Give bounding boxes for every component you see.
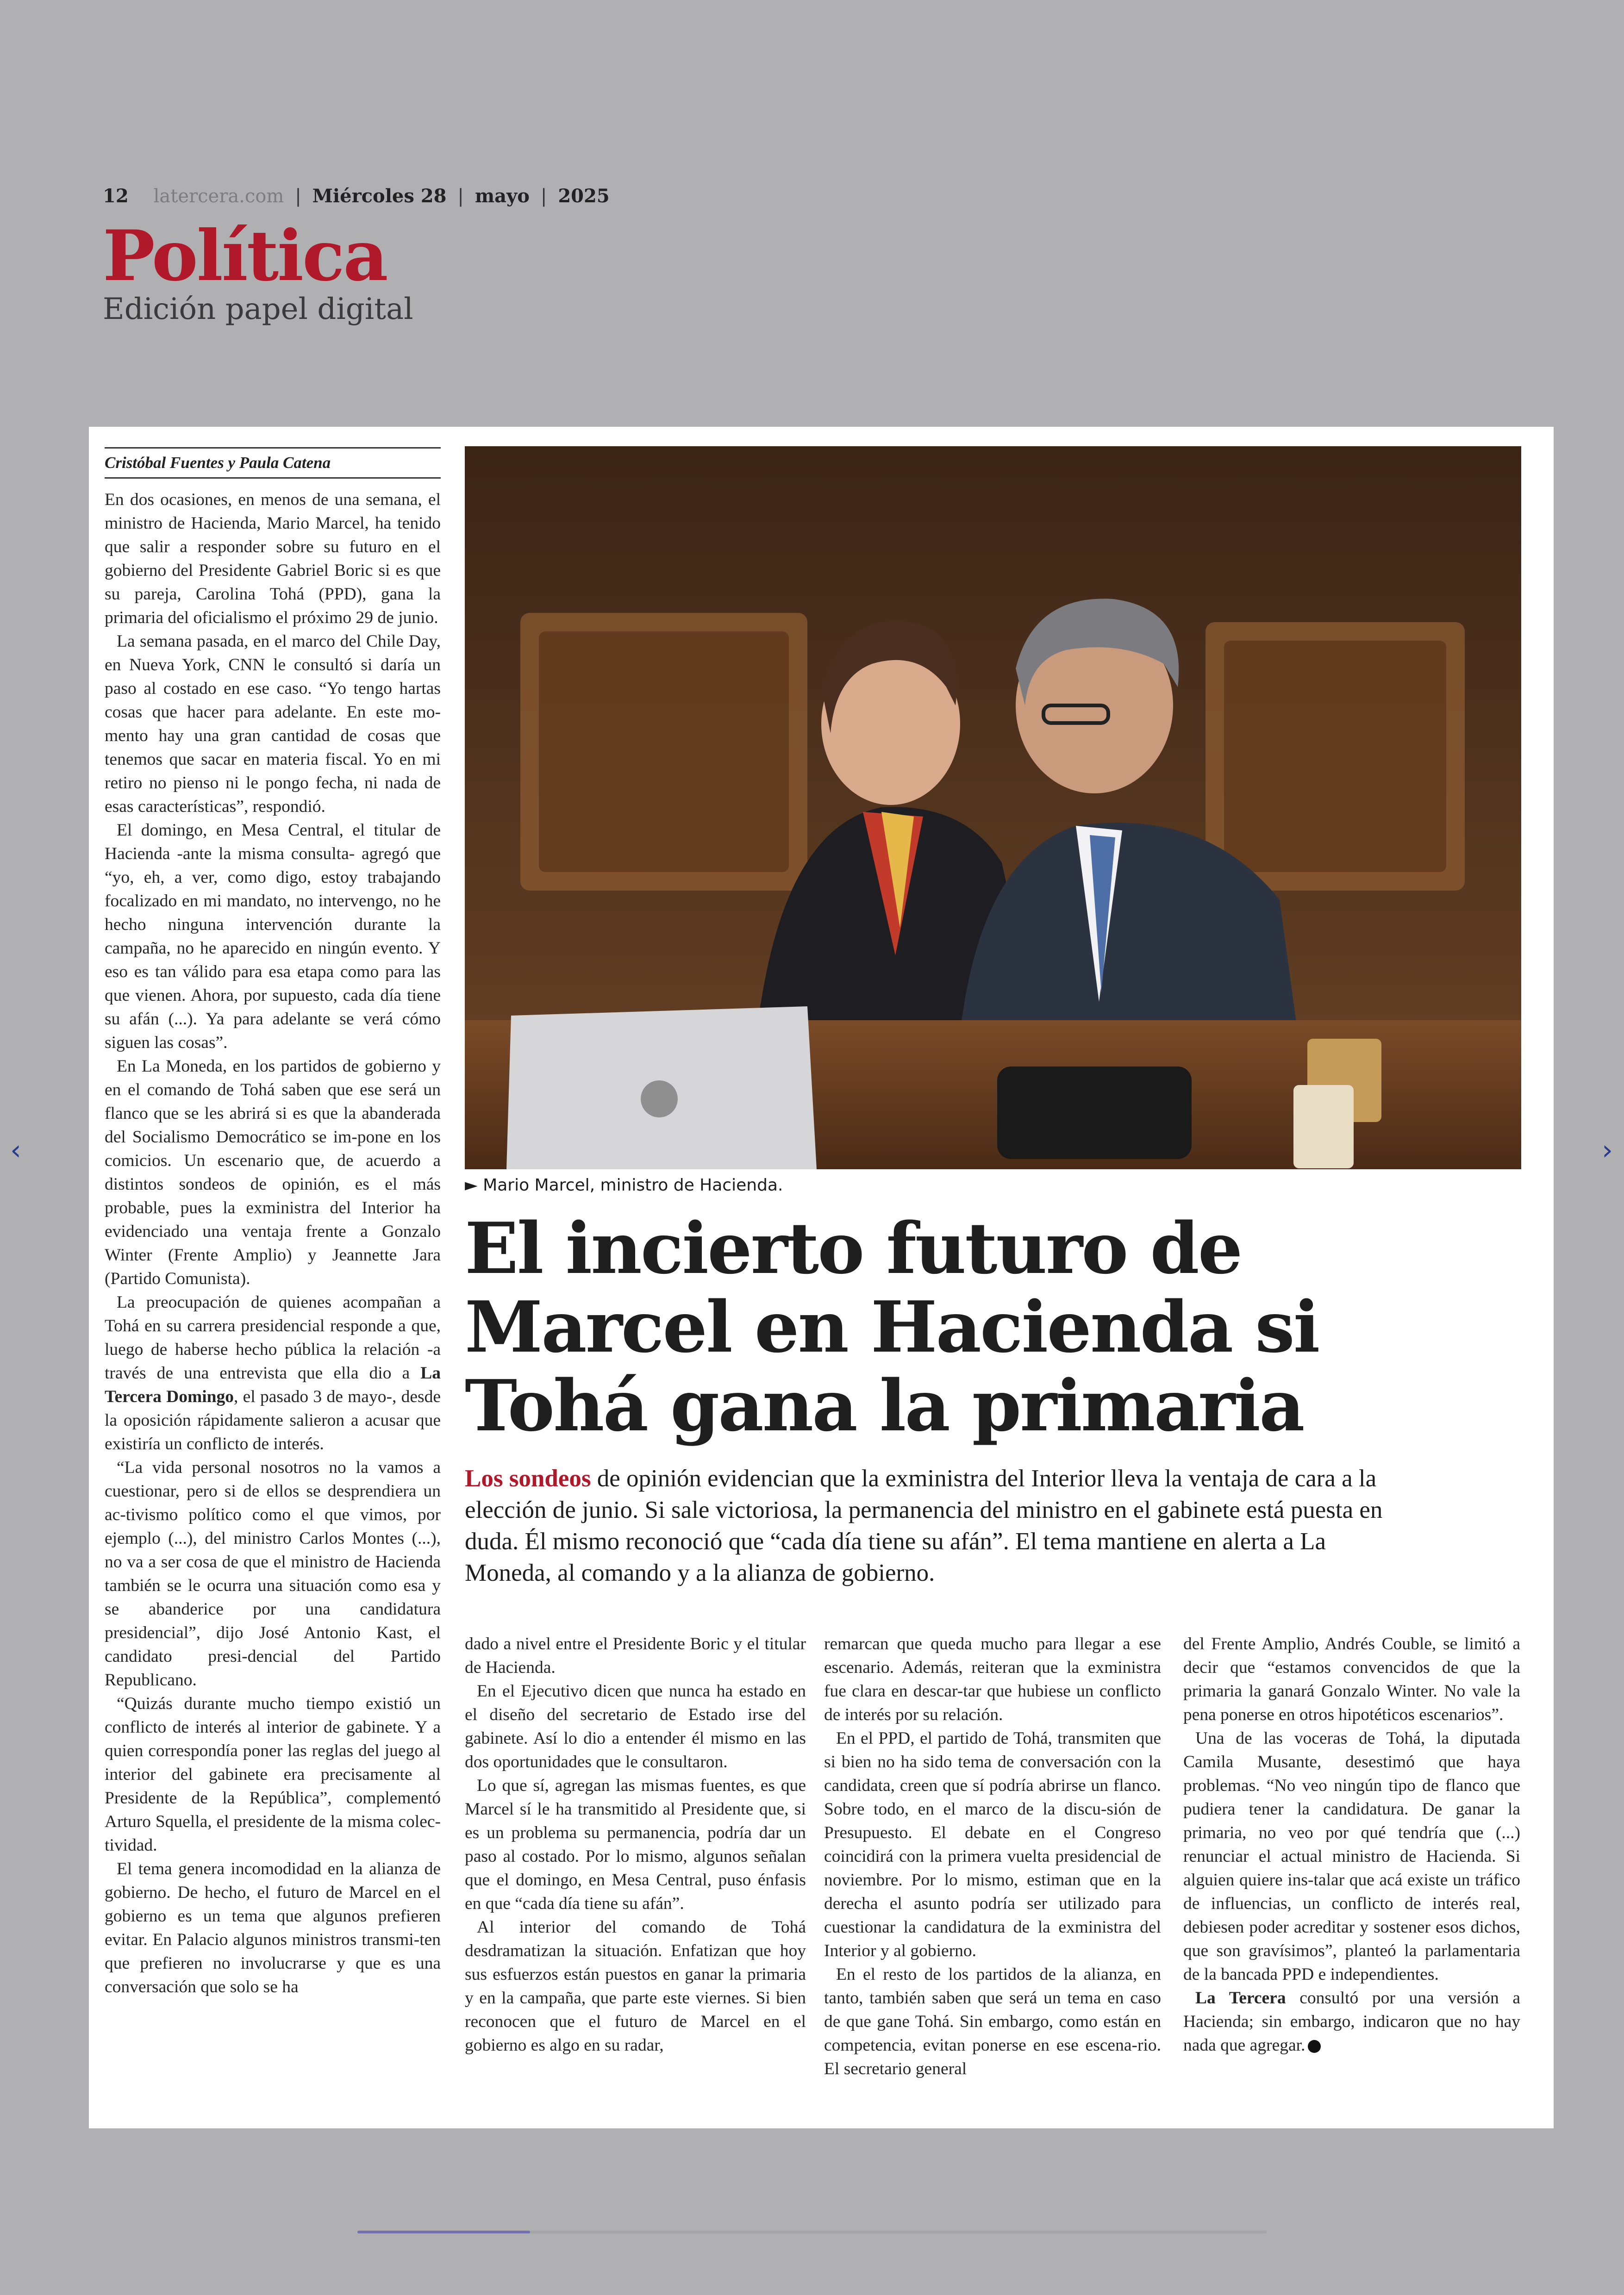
paragraph: En el Ejecutivo dicen que nunca ha estado en el diseño del secretario de Estado irse del gabinete. Así lo dio a entender él mismo en las dos oportunidades que le consultaron. bbox=[465, 1682, 806, 1771]
paragraph: El tema genera incomodidad en la alianza de gobierno. De hecho, el futuro de Marcel en el gobierno es un tema que algunos prefieren evitar. En Palacio algunos ministros transmi-ten que prefieren no involucrarse y que es una conversación que solo se ha bbox=[105, 1859, 441, 1996]
page-progress-fill bbox=[357, 2231, 530, 2233]
previous-page-button[interactable] bbox=[10, 1136, 21, 1164]
photo-caption bbox=[465, 1176, 783, 1195]
paragraph-text: consultó por una versión a Hacienda; sin embargo, indicaron que no hay nada que agregar. bbox=[1183, 1989, 1521, 2055]
chevron-right-icon: › bbox=[1602, 1134, 1613, 1166]
header-date: Miércoles 28 bbox=[312, 185, 447, 207]
deck-lead: Los sondeos bbox=[465, 1465, 591, 1492]
paragraph: Lo que sí, agregan las mismas fuentes, es que Marcel sí le ha transmitido al Presidente que, si es un problema su permanencia, podría dar un paso al costado. Por lo mismo, algunos señalan que el domingo, en Mesa Central, puso énfasis en que “cada día tiene su afán”. bbox=[465, 1776, 806, 1913]
caption-arrow-icon: ► bbox=[465, 1176, 483, 1195]
article-column-4 bbox=[1183, 1632, 1520, 2057]
paragraph bbox=[1183, 1986, 1520, 2057]
paragraph: En La Moneda, en los partidos de gobierno y en el comando de Tohá saben que ese será un flanco que se les abrirá si es que la abanderada del Socialismo Democrático se im-pone en los comicios. Un escenario que, de acuerdo a distintos sondeos de opinión, es el más probable, pues la exministra del Interior ha evidenciado una ventaja frente a Gonzalo Winter (Frente Amplio) y Jeannette Jara (Partido Comunista). bbox=[105, 1057, 441, 1288]
header-month: mayo bbox=[475, 185, 530, 207]
paragraph: “La vida personal nosotros no la vamos a cuestionar, pero si de ellos se desprendiera un ac-tivismo político como el que vimos, por ejemplo (...), del ministro Carlos Montes (...), no va a ser cosa de que el ministro de Hacienda también se le ocurra una situación como esa y se abanderice por una candidatura presidencial”, dijo José Antonio Kast, el candidato presi-dencial del Partido Republicano. bbox=[105, 1458, 441, 1690]
publication-name: La Tercera bbox=[1195, 1989, 1286, 2008]
paragraph-text: , el pasado 3 de mayo-, desde la oposición rápidamente salieron a acusar que existiría un conflicto de interés. bbox=[105, 1387, 441, 1453]
article-byline: Cristóbal Fuentes y Paula Catena bbox=[105, 447, 441, 479]
paragraph-text: La preocupación de quienes acompañan a Tohá en su carrera presidencial responde a que, luego de haberse hecho pública la relación -a través de una entrevista que ella dio a bbox=[105, 1293, 441, 1383]
section-title: Política bbox=[103, 215, 387, 297]
paragraph: En dos ocasiones, en menos de una semana, el ministro de Hacienda, Mario Marcel, ha tenido que salir a responder sobre su futuro en el gobierno del Presidente Gabriel Boric si es que su pareja, Carolina Tohá (PPD), gana la primaria del oficialismo el próximo 29 de junio. bbox=[105, 490, 441, 627]
page-number: 12 bbox=[103, 185, 129, 207]
paragraph: En el PPD, el partido de Tohá, transmiten que si bien no ha sido tema de conversación con la candidata, creen que sí podría abrirse un flanco. Sobre todo, en el marco de la discu-sión de Presupuesto. El debate en el Congreso coincidirá con la primera vuelta presidencial de noviembre. Por lo mismo, estiman que en la derecha el asunto podría ser utilizado para cuestionar la candidatura de la exministra del Interior y al gobierno. bbox=[824, 1729, 1161, 1960]
article-column-2 bbox=[465, 1632, 806, 2057]
page-header bbox=[103, 185, 610, 207]
edition-label: Edición papel digital bbox=[103, 292, 413, 326]
paragraph: del Frente Amplio, Andrés Couble, se limitó a decir que “estamos convencidos de que la primaria la ganará Gonzalo Winter. No vale la pena ponerse en otros hipotéticos escenarios”. bbox=[1183, 1634, 1520, 1724]
paragraph: En el resto de los partidos de la alianza, en tanto, también saben que será un tema en caso de que gane Tohá. Sin embargo, como están en competencia, evitan ponerse en ese escena-rio. El secretario general bbox=[824, 1965, 1161, 2078]
header-separator: | bbox=[457, 186, 464, 207]
chevron-left-icon: ‹ bbox=[10, 1134, 21, 1166]
paragraph: Al interior del comando de Tohá desdramatizan la situación. Enfatizan que hoy sus esfuerzos están puestos en ganar la primaria y en la campaña, que parte este viernes. Si bien reconocen que el futuro de Marcel en el gobierno es algo en su radar, bbox=[465, 1918, 806, 2055]
photo-illustration bbox=[465, 446, 1521, 1169]
publication-name: La Tercera Domingo bbox=[105, 1364, 441, 1406]
page-progress-bar[interactable] bbox=[357, 2231, 1267, 2233]
next-page-button[interactable] bbox=[1602, 1136, 1613, 1164]
paragraph: La semana pasada, en el marco del Chile Day, en Nueva York, CNN le consultó si daría un paso al costado en ese caso. “Yo tengo hartas cosas que hacer para adelante. En este mo-mento hay una gran cantidad de cosas que tenemos que sacar en materia fiscal. Yo en mi retiro no pienso ni le pongo fecha, ni nada de esas características”, respondió. bbox=[105, 632, 441, 816]
header-year: 2025 bbox=[558, 185, 610, 207]
site-name: latercera.com bbox=[153, 186, 284, 207]
deck-text: de opinión evidencian que la exministra del Interior lleva la ventaja de cara a la elección de junio. Si sale victoriosa, la permanencia del ministro en el gabinete está puesta en duda. Él mismo reconoció que “cada día tiene su afán”. El tema mantiene en alerta a La Moneda, al comando y a la alianza de gobierno. bbox=[465, 1465, 1383, 1586]
article-deck bbox=[465, 1463, 1391, 1589]
paragraph: Una de las voceras de Tohá, la diputada Camila Musante, desestimó que haya problemas. “No veo ningún tipo de flanco que pudiera tener la candidatura. De ganar la primaria, no veo por qué tendría que (...) renunciar el actual ministro de Hacienda. Si alguien quiere ins-talar que acá existe un tráfico de influencias, un conflicto de interés real, debiesen poder acreditar y sostener esos dichos, que son gravísimos”, planteó la parlamentaria de la bancada PPD e independientes. bbox=[1183, 1729, 1520, 1984]
article-photo bbox=[465, 446, 1521, 1169]
paragraph: remarcan que queda mucho para llegar a ese escenario. Además, reiteran que la exministra fue clara en descar-tar que hubiese un conflicto de interés por su relación. bbox=[824, 1634, 1161, 1724]
end-mark-icon bbox=[1308, 2040, 1321, 2053]
caption-text: Mario Marcel, ministro de Hacienda. bbox=[483, 1176, 783, 1195]
paragraph: dado a nivel entre el Presidente Boric y el titular de Hacienda. bbox=[465, 1634, 806, 1677]
paragraph: El domingo, en Mesa Central, el titular de Hacienda -ante la misma consulta- agregó que “yo, eh, a ver, como digo, estoy trabajando focalizado en mi mandato, no intervengo, no he hecho ninguna intervención durante la campaña, no he aparecido en ningún evento. Y eso es tan válido para esa etapa como para las que vienen. Ahora, por supuesto, cada día tiene su afán (...). Ya para adelante se verá cómo siguen las cosas”. bbox=[105, 821, 441, 1052]
paragraph bbox=[105, 1291, 441, 1456]
article-column-1 bbox=[105, 488, 441, 1999]
article-headline: El incierto futuro de Marcel en Hacienda si Tohá gana la primaria bbox=[465, 1207, 1319, 1447]
header-separator: | bbox=[540, 186, 547, 207]
article-column-3 bbox=[824, 1632, 1161, 2081]
paragraph: “Quizás durante mucho tiempo existió un conflicto de interés al interior de gabinete. Y a quien correspondía poner las reglas del juego al interior del gabinete era precisamente al Presidente de la República”, complementó Arturo Squella, el presidente de la misma colec-tividad. bbox=[105, 1694, 441, 1855]
header-separator: | bbox=[295, 186, 301, 207]
